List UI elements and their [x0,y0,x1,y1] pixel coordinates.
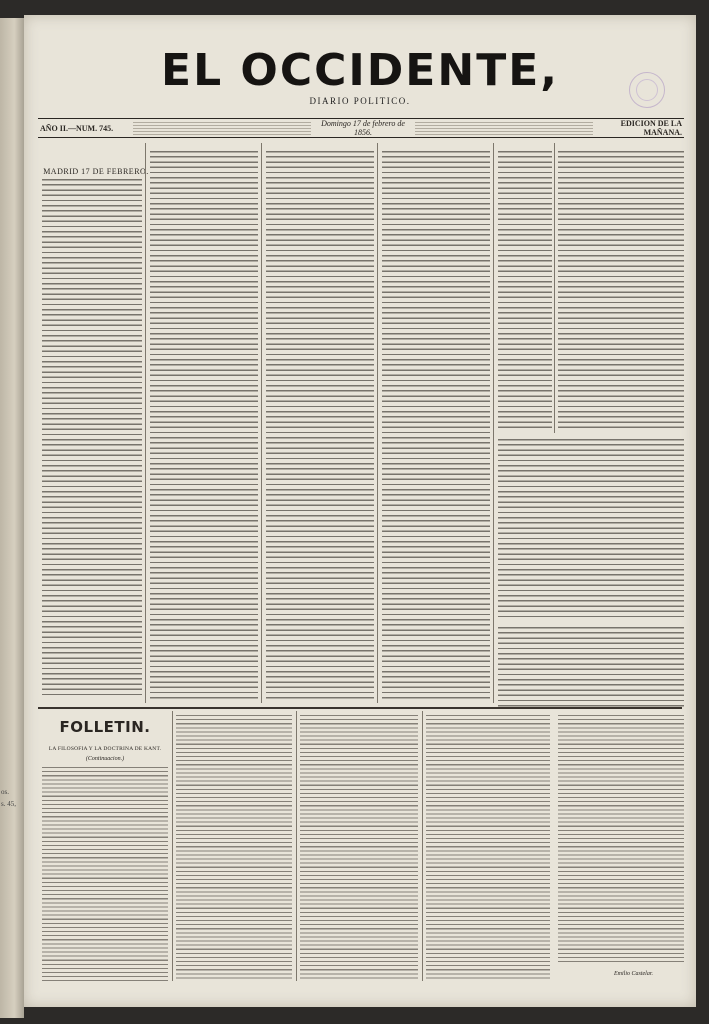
folletin-column-rule [296,711,297,981]
article-signature: Emilio Castelar. [614,971,654,977]
issue-date: Domingo 17 de febrero de 1856. [321,119,405,137]
article-column-1 [42,179,142,699]
folletin-column-5 [558,715,684,965]
folletin-column-3 [300,715,418,981]
folletin-title: LA FILOSOFIA Y LA DOCTRINA DE KANT. [48,746,162,752]
adjacent-page-fragment: os. [1,788,9,796]
library-stamp [629,72,665,108]
newspaper-page [24,15,696,1007]
folletin-column-2 [176,715,292,981]
folletin-heading: FOLLETIN. [59,718,151,736]
folletin-continuation: (Continuacion.) [85,756,125,762]
folletin-separator [38,707,682,709]
section-dateline: MADRID 17 DE FEBRERO. [43,167,149,176]
article-column-4 [382,151,490,699]
column-rule [145,143,146,703]
folletin-column-1 [42,767,168,981]
folletin-column-4 [426,715,550,981]
article-column-2 [150,151,258,699]
column-rule [554,143,555,433]
article-column-3 [266,151,374,699]
article-column-5b [498,439,684,619]
adjacent-page-edge [0,18,24,1018]
publisher-notice [415,122,593,135]
article-column-6a [558,151,684,429]
column-rule [261,143,262,703]
folletin-column-rule [422,711,423,981]
article-column-5c [498,627,684,709]
edition-label: EDICION DE LA MAÑANA. [620,119,682,137]
article-column-5a [498,151,552,429]
masthead-subtitle: DIARIO POLITICO. [309,96,411,106]
column-rule [377,143,378,703]
subscription-terms [133,122,311,135]
adjacent-page-fragment: s. 45, [1,800,16,808]
issue-info-bar [38,118,684,138]
folletin-column-rule [172,711,173,981]
masthead-title: EL OCCIDENTE, [161,45,559,96]
column-rule [493,143,494,703]
issue-number: AÑO II.—NUM. 745. [40,123,114,133]
